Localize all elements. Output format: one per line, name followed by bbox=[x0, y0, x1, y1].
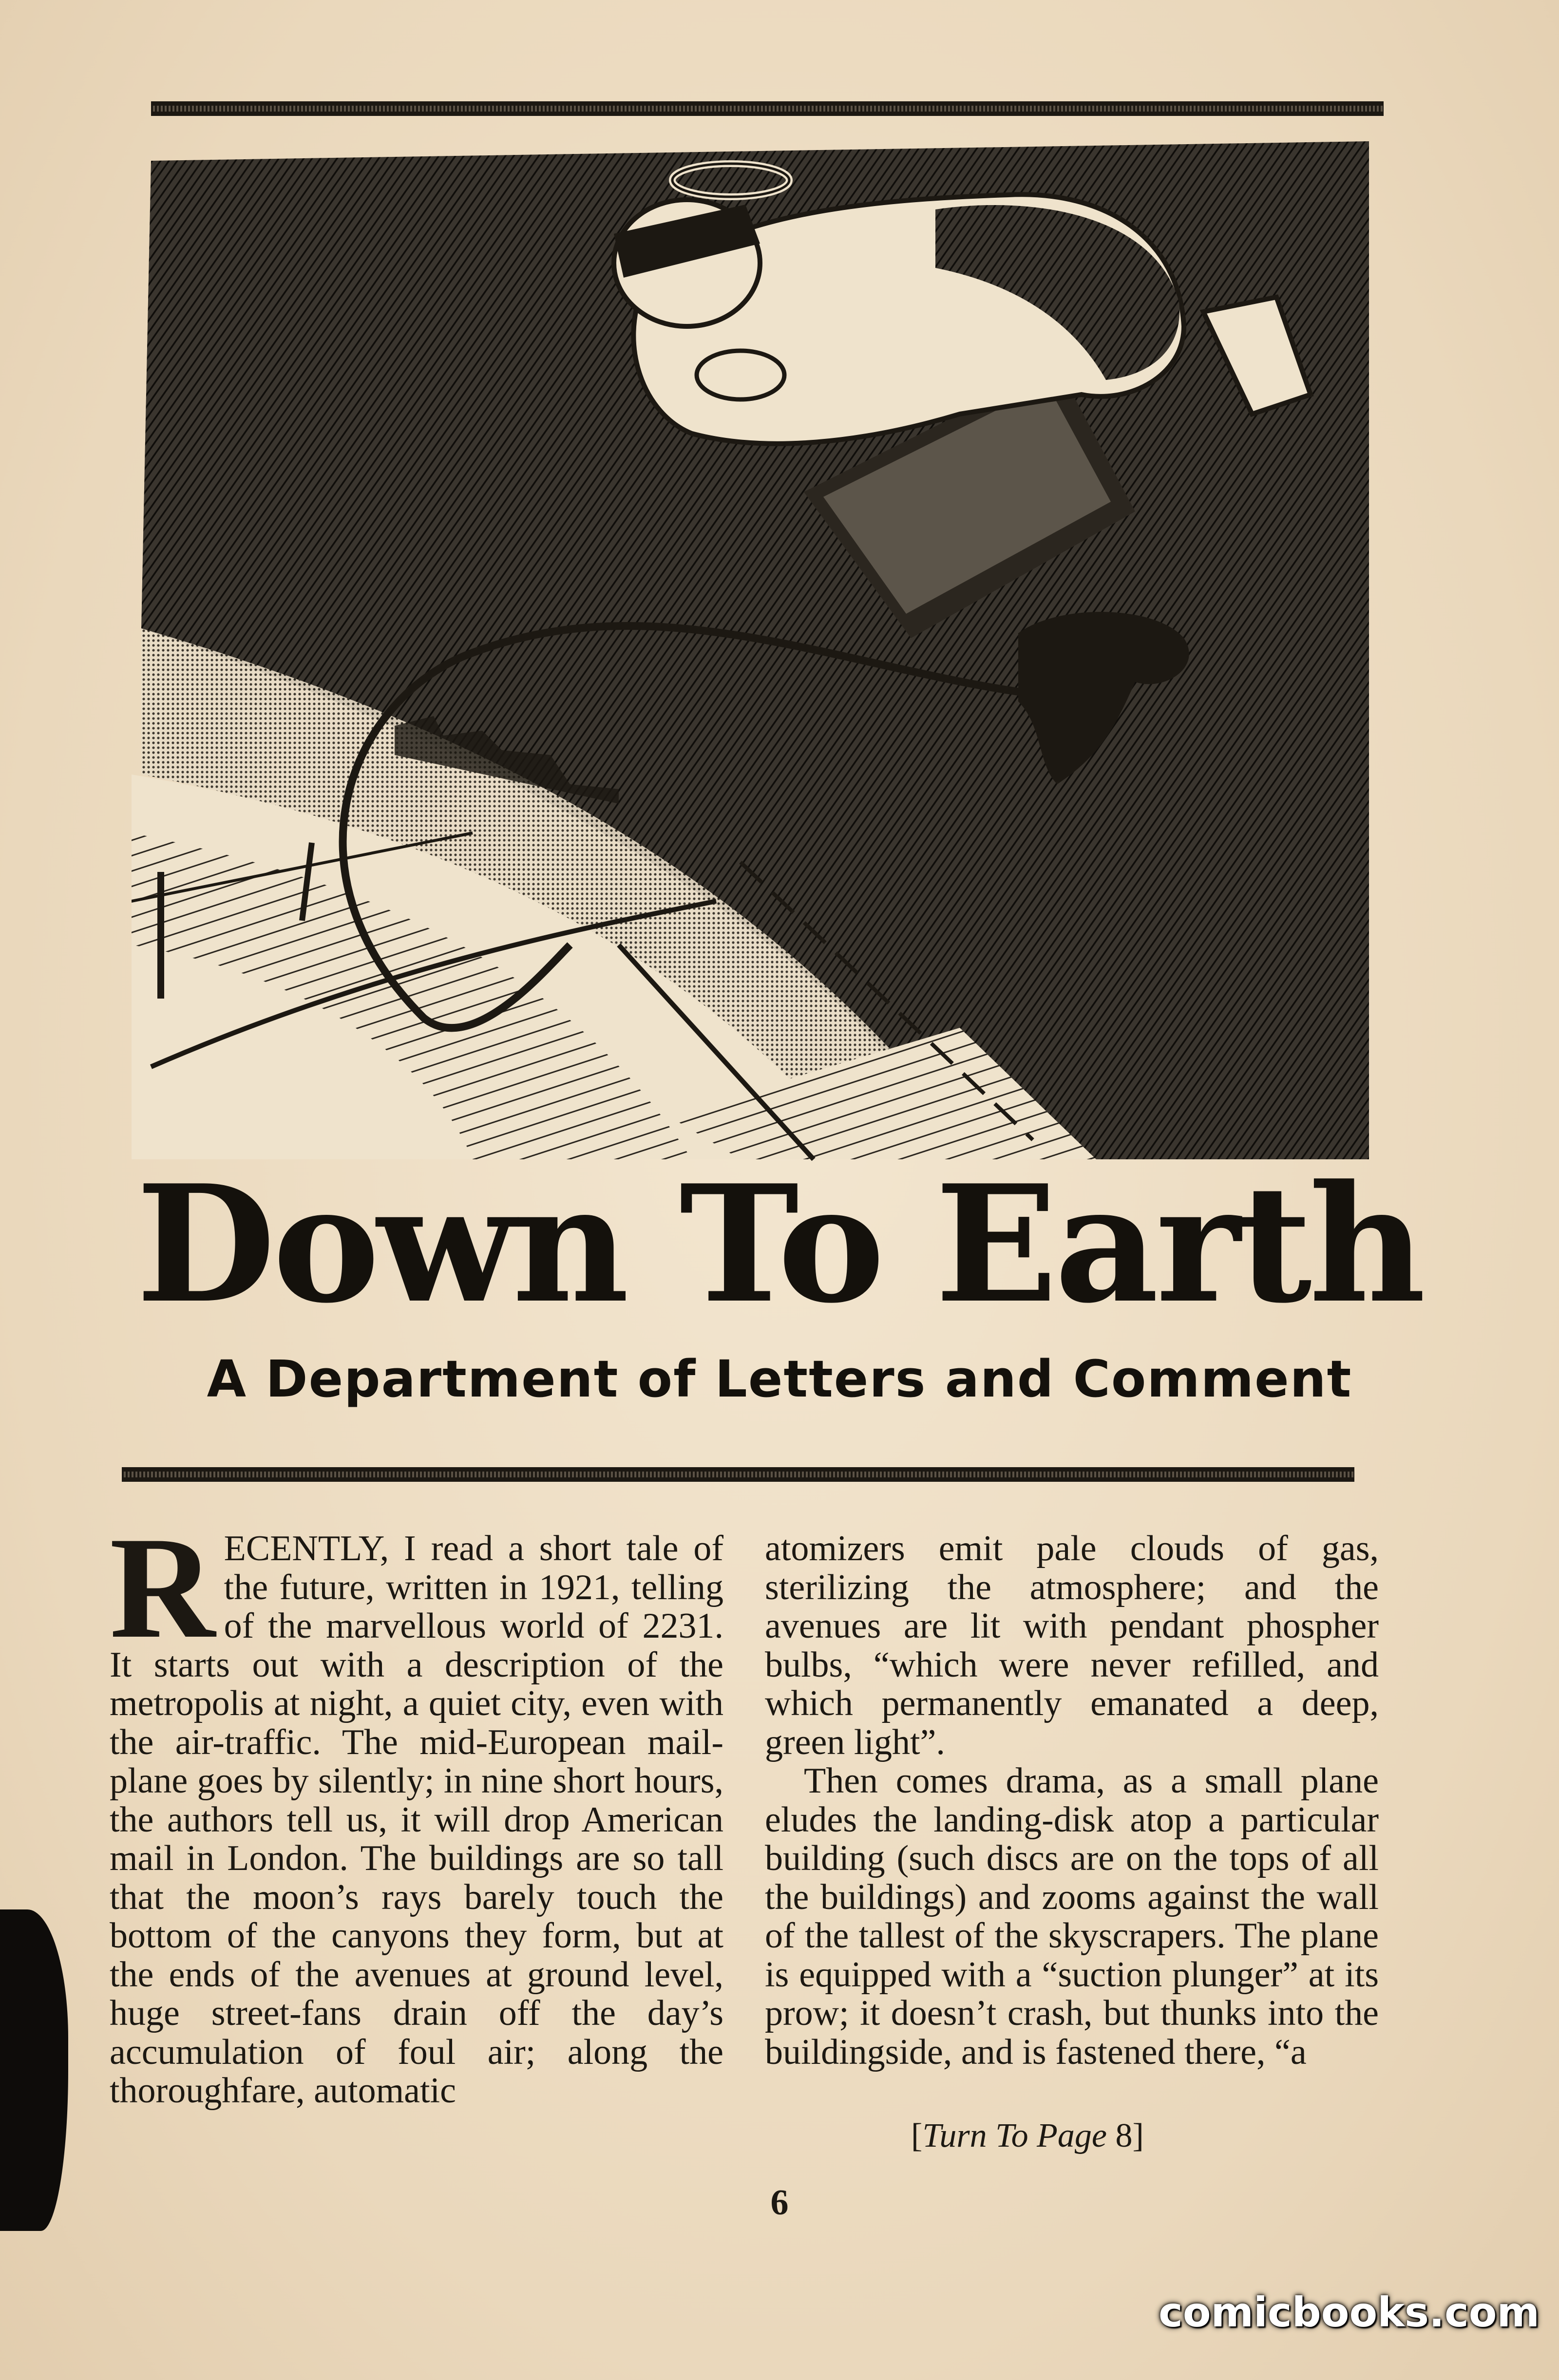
top-rule bbox=[151, 101, 1384, 116]
page-subtitle: A Department of Letters and Comment bbox=[207, 1349, 1352, 1409]
site-watermark: comicbooks.com bbox=[1159, 2288, 1540, 2336]
continued-open-bracket: [ bbox=[911, 2117, 923, 2154]
article-paragraph: Then comes drama, as a small plane eludes the landing-disk atop a particular building (such discs are on the tops of all the buildings) and zooms against the wall of the tallest of the skyscrapers. The plane is equipped with a “suction plunger” at its prow; it doesn’t crash, but thunks into the buildingside, and is fastened there, “a bbox=[765, 1761, 1379, 2072]
continued-page: 8 bbox=[1115, 2117, 1133, 2154]
drop-cap: R bbox=[110, 1507, 215, 1668]
header-illustration bbox=[132, 141, 1369, 1164]
article-text: ECENTLY, I read a short tale of the future, written in 1921, telling of the marvellous world of 2231. It starts out with a description of the metropolis at night, a quiet city, even with the air-traffic. The mid-European mail-plane goes by silently; in nine short hours, the authors tell us, it will drop American mail in London. The buildings are so tall that the moon’s rays barely touch the bottom of the canyons they form, but at the ends of the avenues at ground level, huge street-fans drain off the day’s accumulation of foul air; along the thoroughfare, automatic bbox=[110, 1529, 723, 2111]
page-number: 6 bbox=[770, 2183, 789, 2223]
article-column-right bbox=[765, 1530, 1379, 2072]
continued-close-bracket: ] bbox=[1132, 2117, 1144, 2154]
continued-notice bbox=[911, 2116, 1144, 2155]
article-column-left bbox=[110, 1507, 723, 2111]
page-title: Down To Earth bbox=[136, 1150, 1423, 1339]
article-paragraph bbox=[110, 1507, 723, 2111]
continued-label: Turn To Page bbox=[922, 2117, 1107, 2154]
article-paragraph: atomizers emit pale clouds of gas, sterilizing the atmosphere; and the avenues are lit with pendant phospher bulbs, “which were never refilled, and which permanently emanated a deep, green light”. bbox=[765, 1529, 1379, 1762]
section-rule bbox=[122, 1467, 1354, 1482]
